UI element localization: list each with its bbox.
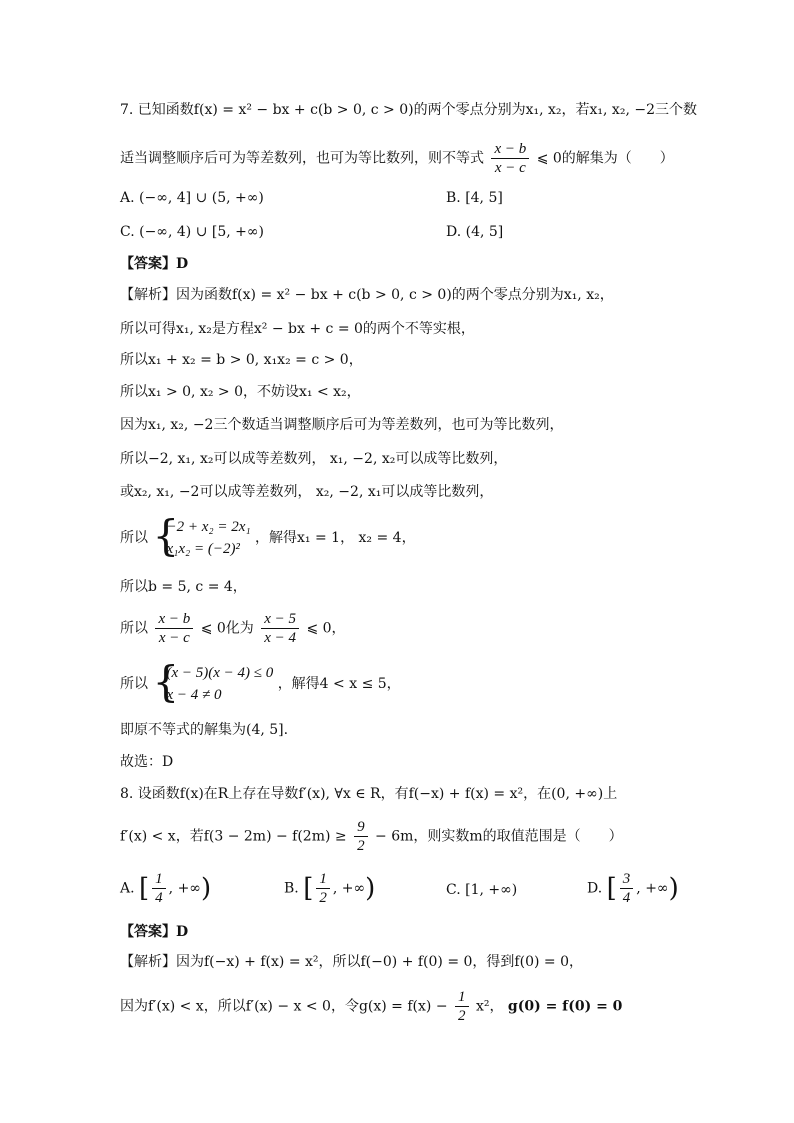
system-suffix: ，解得x₁ = 1， x₂ = 4， bbox=[255, 530, 416, 546]
option-tail: , +∞ bbox=[168, 880, 201, 897]
right-paren: ) bbox=[668, 873, 679, 904]
solution-text-b: x²， bbox=[475, 998, 504, 1015]
q8-stem-line1: 8. 设函数f(x)在R上存在导数f′(x), ∀x ∈ R，有f(−x) + f(x) = x²，在(0, +∞)上 bbox=[120, 786, 618, 802]
q7-answer: 【答案】D bbox=[120, 256, 189, 272]
fraction-original bbox=[155, 610, 193, 647]
q8-solution-line1: 【解析】因为f(−x) + f(x) = x²，所以f(−0) + f(0) = 0，得到f(0) = 0， bbox=[120, 954, 583, 970]
q8-answer: 【答案】D bbox=[120, 924, 189, 940]
option-tail: , +∞ bbox=[332, 880, 366, 897]
q7-solution-line2: 所以可得x₁, x₂是方程x² − bx + c = 0的两个不等实根， bbox=[120, 321, 475, 337]
left-bracket: [ bbox=[139, 873, 150, 904]
system-row-2: x₁x₂ = (−2)² bbox=[166, 541, 240, 557]
q7-stem-line2 bbox=[120, 140, 674, 177]
right-paren: ) bbox=[200, 873, 212, 904]
fraction-simplified bbox=[261, 610, 299, 647]
solution-text-c: g(0) = f(0) = 0 bbox=[507, 998, 623, 1015]
q8-solution-line2 bbox=[120, 988, 622, 1028]
fraction-denominator: 4 bbox=[622, 890, 631, 906]
system-row-1: (x − 5)(x − 4) ≤ 0 bbox=[166, 665, 274, 681]
left-bracket: [ bbox=[303, 873, 314, 904]
fraction-numerator: 1 bbox=[455, 988, 469, 1007]
q7-solution-line1: 【解析】因为函数f(x) = x² − bx + c(b > 0, c > 0)的两个零点分别为x₁, x₂， bbox=[120, 287, 614, 303]
fraction-denominator: 2 bbox=[357, 838, 365, 854]
q8-option-d[interactable] bbox=[587, 870, 679, 910]
q7-stem-line1: 7. 已知函数f(x) = x² − bx + c(b > 0, c > 0)的两个零点分别为x₁, x₂，若x₁, x₂, −2三个数 bbox=[120, 102, 697, 118]
fraction-denominator: x − c bbox=[494, 160, 526, 176]
fraction-numerator: 9 bbox=[354, 818, 368, 837]
option-fraction bbox=[316, 870, 330, 907]
system-suffix: ，解得4 < x ≤ 5， bbox=[277, 676, 401, 692]
fraction-line-suffix: ⩽ 0， bbox=[306, 620, 346, 637]
q7-solution-line11: 故选：D bbox=[120, 754, 174, 770]
fraction-numerator: 3 bbox=[620, 870, 634, 889]
option-letter: A. bbox=[120, 880, 135, 897]
q7-stem-text-b: ⩽ 0的解集为（ ） bbox=[536, 150, 674, 167]
q8-stem-line2 bbox=[120, 818, 623, 858]
q7-solution-line4: 所以x₁ > 0, x₂ > 0，不妨设x₁ < x₂， bbox=[120, 384, 361, 400]
left-bracket: [ bbox=[606, 873, 617, 904]
option-fraction bbox=[152, 870, 166, 907]
fraction-denominator: 2 bbox=[458, 1008, 466, 1024]
option-letter: D. bbox=[587, 880, 603, 897]
q8-option-b[interactable] bbox=[284, 870, 375, 910]
q7-option-b[interactable]: B. [4, 5] bbox=[446, 190, 503, 206]
q8-option-a[interactable] bbox=[120, 870, 211, 910]
option-letter: B. bbox=[284, 880, 299, 897]
q8-stem-text-b: − 6m，则实数m的取值范围是（ ） bbox=[375, 828, 623, 845]
option-tail: , +∞ bbox=[636, 880, 669, 897]
fraction-line-middle: ⩽ 0化为 bbox=[200, 620, 254, 637]
q8-option-c[interactable]: C. [1, +∞) bbox=[446, 882, 518, 898]
q7-option-d[interactable]: D. (4, 5] bbox=[446, 224, 504, 240]
q7-solution-line7: 或x₂, x₁, −2可以成等差数列， x₂, −2, x₁可以成等比数列， bbox=[120, 484, 494, 500]
fraction-numerator: x − b bbox=[155, 610, 193, 629]
fraction-denominator: 2 bbox=[319, 890, 327, 906]
q8-stem-text-a: f′(x) < x，若f(3 − 2m) − f(2m) ≥ bbox=[120, 828, 347, 845]
q7-option-c[interactable]: C. (−∞, 4) ∪ [5, +∞) bbox=[120, 224, 264, 240]
q7-stem-fraction bbox=[491, 140, 529, 177]
solution-fraction bbox=[455, 988, 469, 1025]
q7-equation-system-1 bbox=[120, 511, 416, 564]
q7-stem-text-a: 适当调整顺序后可为等差数列，也可为等比数列，则不等式 bbox=[120, 150, 484, 167]
fraction-denominator: 4 bbox=[155, 890, 163, 906]
q7-option-a[interactable]: A. (−∞, 4] ∪ (5, +∞) bbox=[120, 190, 264, 206]
left-brace: { bbox=[152, 511, 180, 560]
fraction-denominator: x − 4 bbox=[264, 630, 297, 646]
system-brace-block bbox=[152, 511, 251, 560]
q7-solution-line8: 所以b = 5, c = 4， bbox=[120, 579, 247, 595]
system-prefix: 所以 bbox=[120, 530, 148, 546]
q7-equation-system-2 bbox=[120, 657, 401, 710]
q7-fraction-line bbox=[120, 610, 346, 650]
q8-stem-fraction bbox=[354, 818, 368, 855]
fraction-numerator: 1 bbox=[316, 870, 330, 889]
fraction-numerator: x − 5 bbox=[261, 610, 299, 629]
system-brace-block bbox=[152, 657, 274, 706]
q7-solution-line3: 所以x₁ + x₂ = b > 0, x₁x₂ = c > 0， bbox=[120, 352, 363, 368]
solution-text-a: 因为f′(x) < x，所以f′(x) − x < 0，令g(x) = f(x) − bbox=[120, 998, 448, 1015]
option-fraction bbox=[620, 870, 634, 907]
system-row-1: −2 + x₂ = 2x₁ bbox=[166, 519, 251, 535]
fraction-denominator: x − c bbox=[158, 630, 190, 646]
left-brace: { bbox=[152, 657, 180, 706]
q7-solution-line5: 因为x₁, x₂, −2三个数适当调整顺序后可为等差数列，也可为等比数列， bbox=[120, 417, 564, 433]
fraction-numerator: x − b bbox=[491, 140, 529, 159]
system-prefix: 所以 bbox=[120, 676, 148, 692]
q7-solution-line10: 即原不等式的解集为(4, 5]. bbox=[120, 722, 289, 738]
fraction-line-prefix: 所以 bbox=[120, 620, 148, 637]
right-paren: ) bbox=[365, 873, 376, 904]
fraction-numerator: 1 bbox=[152, 870, 166, 889]
q7-solution-line6: 所以−2, x₁, x₂可以成等差数列， x₁, −2, x₂可以成等比数列， bbox=[120, 451, 508, 467]
system-row-2: x − 4 ≠ 0 bbox=[166, 687, 222, 703]
